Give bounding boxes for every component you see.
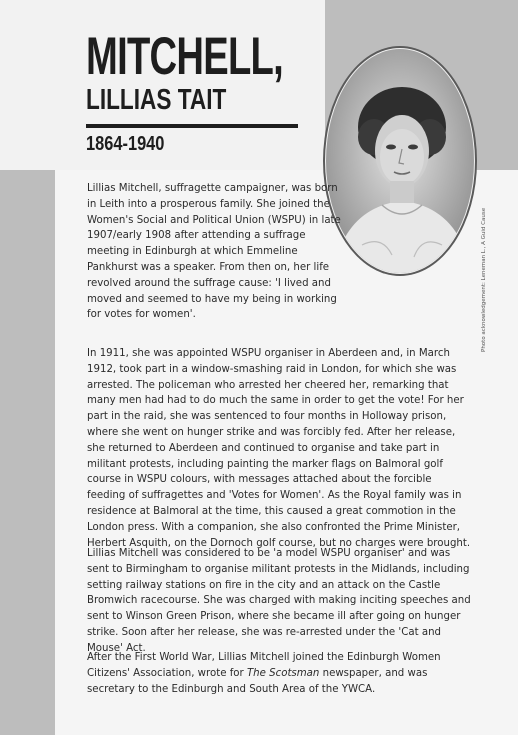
life-dates: 1864-1940: [86, 133, 165, 155]
p3-text-start: After the First World War, Lillias Mitchell joined the Edinburgh Women Citizens' Association, wrote for: [87, 652, 441, 679]
p3-text-end: newspaper, and was secretary to the Edinburgh and South Area of the YWCA.: [87, 667, 428, 695]
paragraph-aberdeen: In 1911, she was appointed WSPU organiser in Aberdeen and, in March 1912, took part in a window-smashing raid in London, for which she was arrested. The policeman who arrested her cheered her, remarking that many men had had to do much the same in order to get the vote! For her part in the raid, she was sentenced to four months in Holloway prison, where she went on hunger strike and was forcibly fed. After her release, she returned to Aberdeen and continued to organise and take part in militant protests, including painting the marker flags on Balmoral golf course in WSPU colours, with messages attached about the forcible feeding of suffragettes and 'Votes for Women'. As the Royal family was in residence at Balmoral at the time, this caused a great commotion in the London press. With a companion, she also confronted the Prime Minister, Herbert Asquith, on the Dornoch golf course, but no charges were brought.: [87, 348, 471, 549]
title-forenames: LILLIAS TAIT: [86, 84, 227, 116]
intro-paragraph: Lillias Mitchell, suffragette campaigner, was born in Leith into a prosperous family. She joined the Women's Social and Political Union (WSPU) in late 1907/early 1908 after attending a suffrage meeting in Edinburgh at which Emmeline Pankhurst was a speaker. From then on, her life revolved around the suffrage cause: 'I lived and moved and seemed to have my being in working for votes for women'.: [87, 183, 341, 321]
paragraph-after-war: [87, 650, 472, 697]
paragraph-birmingham: Lillias Mitchell was considered to be 'a model WSPU organiser' and was sent to Birmingham to organise militant protests in the Midlands, including setting railway stations on fire in the city and an attack on the Castle Bromwich racecourse. She was charged with making inciting speeches and sent to Winson Green Prison, where she became ill after going on hunger strike. Soon after her release, she was re-arrested under the 'Cat and Mouse' Act.: [87, 548, 471, 654]
title-rule: [86, 124, 298, 128]
portrait-photo: [322, 45, 478, 277]
newspaper-title: The Scotsman: [246, 667, 320, 679]
title-surname: MITCHELL,: [86, 27, 284, 86]
photo-credit: Photo acknowledgement: Leneman L., A Guid Cause: [481, 207, 487, 352]
